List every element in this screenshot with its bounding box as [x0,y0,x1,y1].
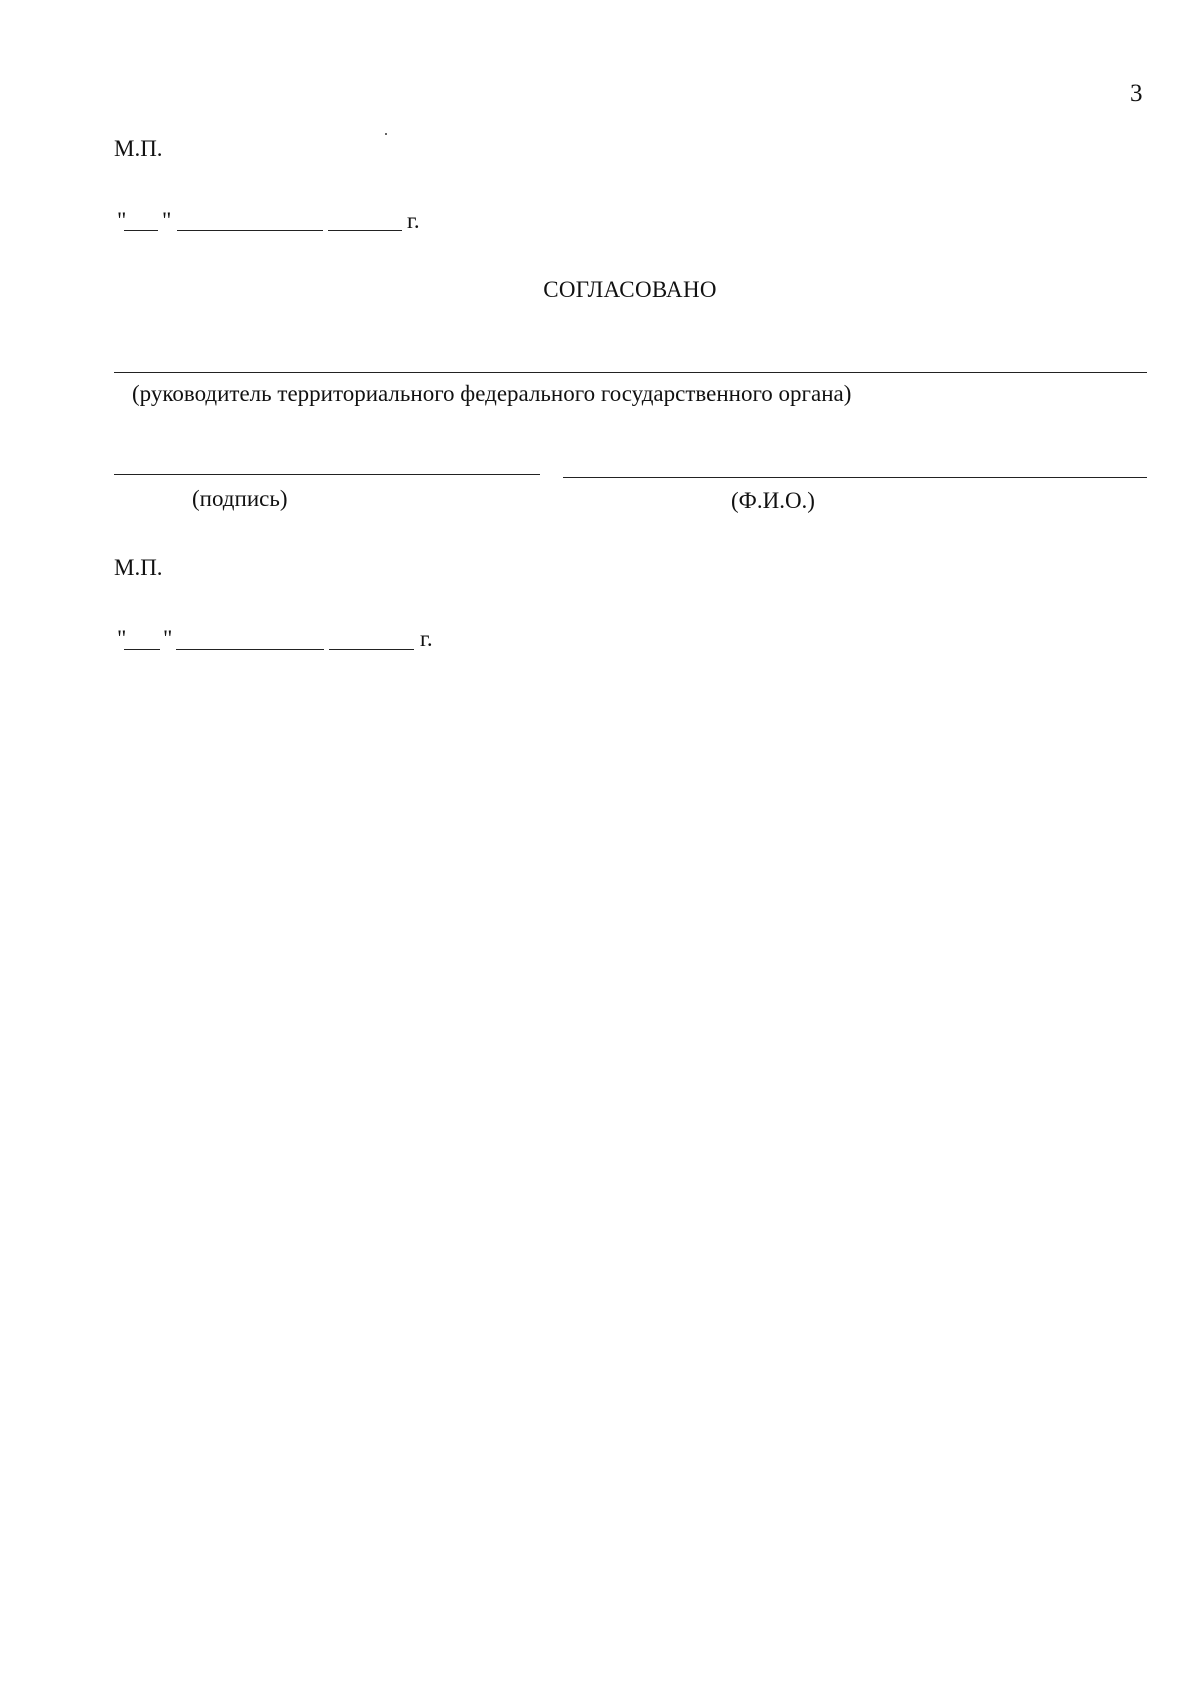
position-blank[interactable] [114,372,1147,373]
date-quote-close-first: " [162,208,172,233]
signature-blank[interactable] [114,474,540,475]
position-caption: (руководитель территориального федерального государственного органа) [132,381,852,406]
signature-caption: (подпись) [192,486,288,511]
year-blank-approval[interactable] [329,649,414,650]
month-blank-approval[interactable] [176,649,324,650]
year-blank-first[interactable] [328,230,402,231]
day-blank-first[interactable] [124,230,158,231]
approval-title: СОГЛАСОВАНО [543,277,717,302]
date-quote-open-first: " [117,208,127,233]
year-suffix-first: г. [407,208,420,233]
stamp-label-first: М.П. [114,136,163,161]
name-caption: (Ф.И.О.) [731,488,815,513]
month-blank-first[interactable] [177,230,323,231]
year-suffix-approval: г. [420,626,433,651]
scan-speck [385,133,387,135]
page-number: 3 [1130,80,1143,107]
date-quote-close-approval: " [163,626,173,651]
date-quote-open-approval: " [117,626,127,651]
name-blank[interactable] [563,477,1147,478]
day-blank-approval[interactable] [124,649,160,650]
stamp-label-approval: М.П. [114,555,163,580]
